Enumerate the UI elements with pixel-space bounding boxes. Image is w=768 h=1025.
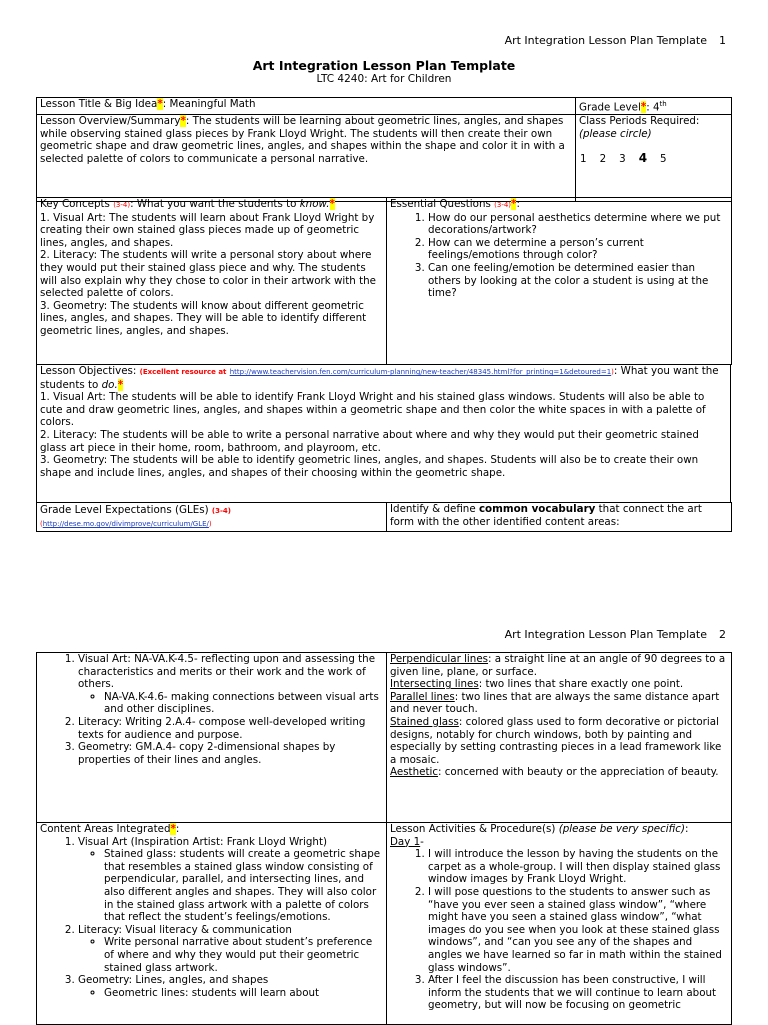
- required-star: *: [329, 198, 335, 210]
- page-header: [505, 34, 726, 47]
- essential-question-item: 2. How can we determine a person’s current feelings/emotions through color?: [428, 237, 728, 262]
- concepts-table: [36, 197, 732, 365]
- lesson-overview-cell: [37, 115, 576, 202]
- required-star: *: [640, 101, 647, 114]
- content-area-text: Literacy: Visual literacy & communication: [78, 923, 292, 936]
- gle-table: [36, 502, 732, 532]
- required-star: *: [170, 823, 176, 835]
- page-number: 1: [719, 34, 726, 47]
- grade-level-suffix: th: [659, 100, 667, 108]
- gle-label: Grade Level Expectations (GLEs): [40, 504, 209, 516]
- period-option: 3: [619, 153, 626, 166]
- content-area-sub-item: ◦ Write personal narrative about student’s preference of where and why they would put their geometric stained glass artwork.: [104, 936, 383, 974]
- paren: ): [611, 368, 614, 376]
- lesson-plan-table-p1: [36, 97, 732, 202]
- period-option: 2: [599, 153, 607, 166]
- vocab-definition: : colored glass used to form decorative or pictorial designs, notably for church windows, both by painting and especially by setting contrasting pieces in a lead framework like a mosaic.: [390, 715, 722, 766]
- day-label: Day 1: [390, 835, 421, 848]
- activities-label: Lesson Activities & Procedure(s): [390, 823, 556, 835]
- paren: ): [208, 520, 212, 528]
- required-star: *: [180, 115, 186, 128]
- key-concepts-prompt: : What you want the students to: [130, 198, 300, 210]
- activity-step: 2. I will pose questions to the students to answer such as “have you ever seen a stained glass window”, “where might have you seen a stained glass window”, “what images do you see when you look at these stained glass windows”, and “can you see any of the shapes and angles we have learned so far in math within the stained glass windows”.: [428, 886, 728, 974]
- vocab-prompt-pre: Identify & define: [390, 503, 479, 515]
- activity-step: 1. I will introduce the lesson by having the students on the carpet as a whole-group. I will then display stained glass window images by Frank Lloyd Wright.: [428, 848, 728, 886]
- resource-label: (Excellent resource at: [139, 368, 227, 376]
- lesson-title-label: Lesson Title & Big Idea: [40, 98, 158, 110]
- activity-step: 3. After I feel the discussion has been constructive, I will inform the students that we will continue to learn about geometry, but will now be focusing on geometric: [428, 974, 728, 1012]
- objective-item: 1. Visual Art: The students will be able to identify Frank Lloyd Wright and his stained glass windows. Students will also be able to cute and draw geometric lines, angles, and shapes within a geometric shape and then color the white spaces in with a palette of colors.: [40, 391, 706, 429]
- vocab-entry: [390, 678, 728, 691]
- key-concept-item: 2. Literacy: The students will write a personal story about where they would put their stained glass piece and why. The students will also explain why they chose to color in their artwork with the selected palette of colors.: [40, 249, 376, 300]
- vocab-term: Stained glass: [390, 715, 459, 728]
- overview-label: Lesson Overview/Summary: [40, 115, 181, 128]
- vocab-definition: : two lines that share exactly one point.: [478, 678, 684, 691]
- grade-level-value: : 4: [646, 101, 660, 114]
- gle-sub-item: ◦ NA-VA.K-4.6- making connections between visual arts and other disciplines.: [104, 691, 383, 716]
- class-periods-note: (please circle): [579, 127, 652, 140]
- content-area-sub-item: ◦ Stained glass: students will create a geometric shape that resembles a stained glass window consisting of perpendicular, parallel, and intersecting lines, and also different angles and shapes. They will also color in the stained glass artwork with a palette of colors that reflect the student’s feelings/emotions.: [104, 848, 383, 924]
- day-suffix: -: [420, 835, 424, 848]
- gle-list-cell: [37, 653, 387, 823]
- range-note: (3-4): [494, 201, 512, 209]
- period-option: 1: [580, 153, 587, 166]
- resource-link[interactable]: http://www.teachervision.fen.com/curriculum-planning/new-teacher/48345.html?for_printing=1&detoured=1: [229, 368, 612, 376]
- content-areas-cell: [37, 823, 387, 1025]
- vocab-entry: [390, 691, 728, 716]
- key-concept-item: 1. Visual Art: The students will learn about Frank Lloyd Wright by creating their own stained glass pieces made up of geometric lines, angles, and shapes.: [40, 211, 375, 249]
- objective-item: 2. Literacy: The students will be able to write a personal narrative about where and why they would put their geometric stained glass art piece in their home, room, bathroom, and playroom, etc.: [40, 428, 699, 454]
- required-star: *: [157, 98, 163, 110]
- paren: (: [40, 520, 43, 528]
- page-number: 2: [719, 628, 726, 641]
- class-periods-options: [579, 152, 728, 166]
- vocab-entry: [390, 716, 728, 766]
- vocab-prompt-cell: [387, 503, 732, 532]
- activities-note: (please be very specific): [558, 823, 685, 835]
- range-note: (3-4): [211, 507, 231, 515]
- content-area-item: [78, 836, 383, 924]
- activities-cell: [387, 823, 732, 1025]
- overview-text: : The students will be learning about geometric lines, angles, and shapes while observing stained glass pieces by Frank Lloyd Wright. The students will then create their own geometric shape and draw geometric lines, angles, and shapes within the shape and color it in with a selected palette of colors to communicate a personal narrative.: [40, 115, 565, 165]
- required-star: *: [117, 378, 124, 391]
- key-concept-item: 3. Geometry: The students will know about different geometric lines, angles, and shapes. They will be able to identify different geometric lines, angles, and shapes.: [40, 299, 367, 337]
- objectives-prompt-em: do.: [101, 378, 118, 391]
- vocab-definition: : a straight line at an angle of 90 degrees to a given line, plane, or surface.: [390, 653, 726, 678]
- essential-question-item: 3. Can one feeling/emotion be determined easier than others by looking at the color a student is using at the time?: [428, 262, 728, 300]
- document-title: Art Integration Lesson Plan Template: [252, 58, 516, 73]
- essential-question-item: 1. How do our personal aesthetics determine where we put decorations/artwork?: [428, 212, 728, 237]
- vocab-definition: : concerned with beauty or the appreciation of beauty.: [438, 766, 719, 779]
- vocab-prompt-post: that connect the art form with the other identified content areas:: [390, 503, 702, 528]
- range-note: (3-4): [113, 201, 131, 209]
- grade-level-label: Grade Level: [579, 101, 641, 114]
- vocab-definition: : two lines that are always the same distance apart and never touch.: [390, 690, 720, 716]
- essential-questions-cell: [387, 198, 732, 365]
- content-areas-label: Content Areas Integrated: [40, 823, 171, 835]
- content-area-text: Geometry: Lines, angles, and shapes: [78, 974, 269, 987]
- vocab-prompt-bold: common vocabulary: [478, 503, 596, 515]
- key-concepts-label: Key Concepts: [40, 198, 110, 210]
- objective-item: 3. Geometry: The students will be able to identify geometric lines, angles, and shapes. Students will also be to create their own shape and include lines, angles, and shapes of their choosing within the geometric shape.: [40, 454, 699, 479]
- document-subtitle: LTC 4240: Art for Children: [316, 73, 452, 85]
- vocabulary-cell: [387, 653, 732, 823]
- period-option: 5: [660, 153, 667, 166]
- content-area-sub-item: ◦ Geometric lines: students will learn about: [104, 987, 383, 1000]
- vocab-term: Intersecting lines: [390, 678, 479, 691]
- lesson-objectives-cell: [37, 365, 731, 503]
- essential-questions-label: Essential Questions: [390, 198, 491, 210]
- vocab-term: Parallel lines: [390, 690, 455, 703]
- lesson-plan-table-p2: [36, 652, 732, 1025]
- class-periods-cell: [576, 115, 732, 202]
- gle-item-text: Visual Art: NA-VA.K-4.5- reflecting upon and assessing the characteristics and merits or their work and the work of others.: [78, 653, 376, 691]
- key-concepts-prompt-em: know.: [299, 198, 330, 210]
- header-title: Art Integration Lesson Plan Template: [504, 628, 707, 641]
- content-area-item: [78, 924, 383, 974]
- gle-item: 2. Literacy: Writing 2.A.4- compose well-developed writing texts for audience and purpose.: [78, 716, 383, 741]
- page-header: [505, 628, 726, 641]
- lesson-title-cell: [37, 98, 576, 115]
- lesson-title-value: : Meaningful Math: [162, 98, 256, 110]
- class-periods-label: Class Periods Required:: [579, 115, 700, 128]
- objectives-table: [36, 364, 731, 503]
- required-star: *: [511, 198, 517, 210]
- gle-cell: [37, 503, 387, 532]
- gle-item: [78, 653, 383, 716]
- colon: :: [175, 823, 180, 835]
- vocab-entry: [390, 766, 728, 779]
- gle-link[interactable]: http://dese.mo.gov/divimprove/curriculum/GLE/: [42, 520, 209, 528]
- vocab-term: Aesthetic: [390, 766, 439, 779]
- key-concepts-cell: [37, 198, 387, 365]
- gle-item: 3. Geometry: GM.A.4- copy 2-dimensional shapes by properties of their lines and angles.: [78, 741, 383, 766]
- vocab-term: Perpendicular lines: [390, 653, 489, 665]
- vocab-entry: [390, 653, 728, 678]
- content-area-text: Visual Art (Inspiration Artist: Frank Lloyd Wright): [78, 835, 328, 848]
- objectives-label: Lesson Objectives:: [40, 365, 137, 377]
- period-option-selected: 4: [638, 151, 648, 166]
- header-title: Art Integration Lesson Plan Template: [504, 34, 707, 47]
- content-area-item: [78, 974, 383, 999]
- colon: :: [516, 198, 520, 210]
- grade-level-cell: [576, 98, 732, 115]
- colon: :: [684, 823, 689, 835]
- objectives-prompt: : What you want the students to: [40, 365, 719, 391]
